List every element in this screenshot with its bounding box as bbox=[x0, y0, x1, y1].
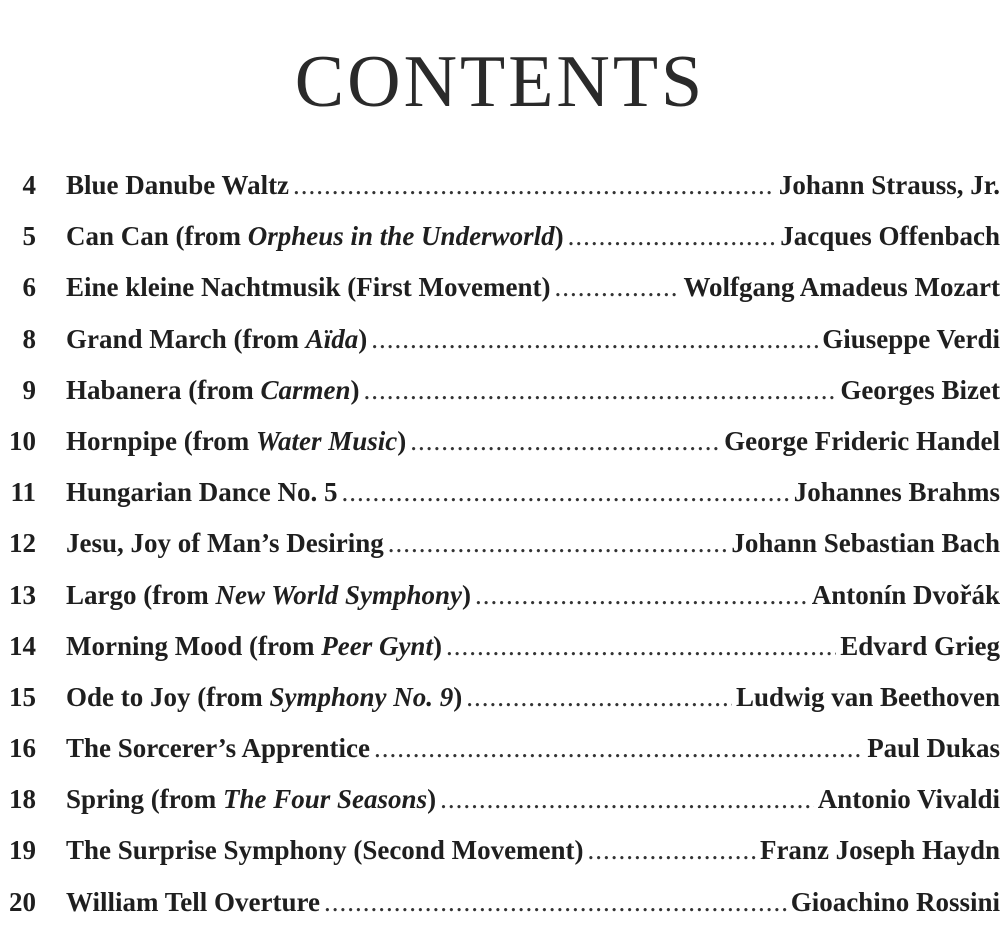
toc-entry[interactable] bbox=[0, 570, 1000, 621]
composer-name: Jacques Offenbach bbox=[780, 221, 1000, 252]
dot-leader bbox=[374, 733, 863, 764]
composer-name: Johann Sebastian Bach bbox=[731, 528, 1000, 559]
dot-leader bbox=[446, 631, 836, 662]
toc-entry[interactable] bbox=[0, 160, 1000, 211]
toc-entry[interactable] bbox=[0, 262, 1000, 313]
page-number: 8 bbox=[0, 324, 36, 355]
composer-name: Giuseppe Verdi bbox=[822, 324, 1000, 355]
piece-title: Jesu, Joy of Man’s Desiring bbox=[66, 528, 384, 559]
piece-title: Morning Mood (from Peer Gynt) bbox=[66, 631, 442, 662]
composer-name: Gioachino Rossini bbox=[791, 887, 1000, 918]
piece-title: Hungarian Dance No. 5 bbox=[66, 477, 338, 508]
page-title: CONTENTS bbox=[0, 42, 1000, 122]
page-number: 14 bbox=[0, 631, 36, 662]
page-number: 6 bbox=[0, 272, 36, 303]
toc-entry[interactable] bbox=[0, 774, 1000, 825]
composer-name: Wolfgang Amadeus Mozart bbox=[684, 272, 1000, 303]
dot-leader bbox=[371, 324, 818, 355]
dot-leader bbox=[324, 887, 787, 918]
composer-name: Antonín Dvořák bbox=[812, 580, 1000, 611]
toc-entry[interactable] bbox=[0, 518, 1000, 569]
toc-entry[interactable] bbox=[0, 365, 1000, 416]
page-number: 4 bbox=[0, 170, 36, 201]
composer-name: Paul Dukas bbox=[867, 733, 1000, 764]
dot-leader bbox=[364, 375, 837, 406]
dot-leader bbox=[568, 221, 777, 252]
toc-entry[interactable] bbox=[0, 467, 1000, 518]
dot-leader bbox=[410, 426, 720, 457]
dot-leader bbox=[466, 682, 732, 713]
piece-title: Habanera (from Carmen) bbox=[66, 375, 360, 406]
piece-title: Can Can (from Orpheus in the Underworld) bbox=[66, 221, 564, 252]
dot-leader bbox=[554, 272, 679, 303]
page-number: 15 bbox=[0, 682, 36, 713]
composer-name: Johann Strauss, Jr. bbox=[779, 170, 1000, 201]
composer-name: George Frideric Handel bbox=[724, 426, 1000, 457]
page-number: 5 bbox=[0, 221, 36, 252]
dot-leader bbox=[475, 580, 808, 611]
page-number: 9 bbox=[0, 375, 36, 406]
composer-name: Ludwig van Beethoven bbox=[736, 682, 1000, 713]
toc-entry[interactable] bbox=[0, 825, 1000, 876]
toc-entry[interactable] bbox=[0, 672, 1000, 723]
page-number: 18 bbox=[0, 784, 36, 815]
page-number: 10 bbox=[0, 426, 36, 457]
page-number: 12 bbox=[0, 528, 36, 559]
page-number: 19 bbox=[0, 835, 36, 866]
composer-name: Georges Bizet bbox=[840, 375, 1000, 406]
composer-name: Johannes Brahms bbox=[794, 477, 1000, 508]
page-number: 16 bbox=[0, 733, 36, 764]
toc-entry[interactable] bbox=[0, 416, 1000, 467]
toc-entry[interactable] bbox=[0, 621, 1000, 672]
piece-title: Spring (from The Four Seasons) bbox=[66, 784, 436, 815]
piece-title: Blue Danube Waltz bbox=[66, 170, 289, 201]
piece-title: Ode to Joy (from Symphony No. 9) bbox=[66, 682, 462, 713]
toc-entry[interactable] bbox=[0, 314, 1000, 365]
dot-leader bbox=[293, 170, 775, 201]
page-number: 13 bbox=[0, 580, 36, 611]
toc-entry[interactable] bbox=[0, 877, 1000, 928]
piece-title: The Surprise Symphony (Second Movement) bbox=[66, 835, 584, 866]
composer-name: Franz Joseph Haydn bbox=[760, 835, 1000, 866]
piece-title: The Sorcerer’s Apprentice bbox=[66, 733, 370, 764]
dot-leader bbox=[388, 528, 728, 559]
toc-entry[interactable] bbox=[0, 723, 1000, 774]
piece-title: William Tell Overture bbox=[66, 887, 320, 918]
composer-name: Edvard Grieg bbox=[840, 631, 1000, 662]
composer-name: Antonio Vivaldi bbox=[818, 784, 1000, 815]
piece-title: Grand March (from Aïda) bbox=[66, 324, 367, 355]
toc-entry[interactable] bbox=[0, 211, 1000, 262]
dot-leader bbox=[342, 477, 790, 508]
page-number: 11 bbox=[0, 477, 36, 508]
piece-title: Largo (from New World Symphony) bbox=[66, 580, 471, 611]
page-number: 20 bbox=[0, 887, 36, 918]
dot-leader bbox=[588, 835, 756, 866]
piece-title: Eine kleine Nachtmusik (First Movement) bbox=[66, 272, 550, 303]
piece-title: Hornpipe (from Water Music) bbox=[66, 426, 406, 457]
table-of-contents bbox=[0, 160, 1000, 928]
dot-leader bbox=[440, 784, 814, 815]
